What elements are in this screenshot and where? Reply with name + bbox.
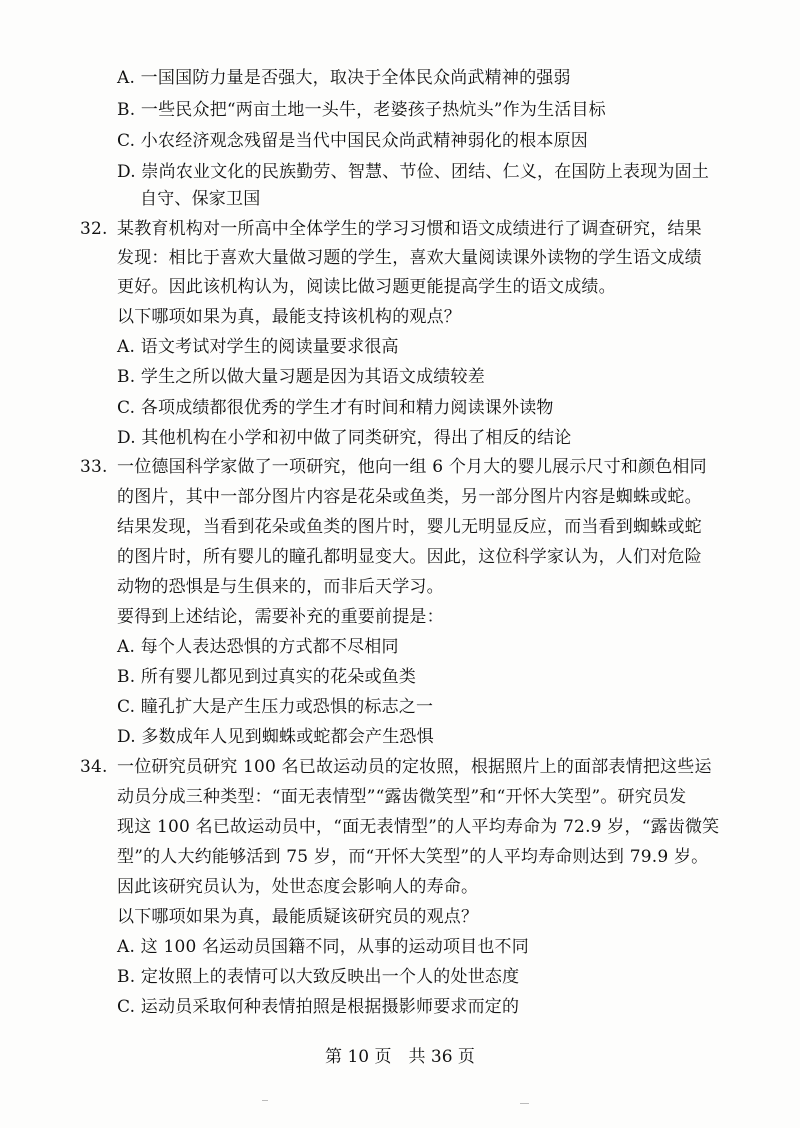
- q33-stem-line: 动物的恐惧是与生俱来的，而非后天学习。: [117, 577, 444, 597]
- q32-stem-line: 发现：相比于喜欢大量做习题的学生，喜欢大量阅读课外读物的学生语文成绩: [117, 248, 702, 268]
- q33-option-d: D. 多数成年人见到蜘蛛或蛇都会产生恐惧: [117, 727, 434, 747]
- q33-question-prompt: 要得到上述结论，需要补充的重要前提是：: [117, 607, 444, 627]
- q34-stem-line: 因此该研究员认为，处世态度会影响人的寿命。: [117, 877, 479, 897]
- scan-speck: [520, 1103, 529, 1104]
- q32-option-c: C. 各项成绩都很优秀的学生才有时间和精力阅读课外读物: [117, 398, 554, 418]
- scan-speck: [262, 1100, 268, 1101]
- q32-question-prompt: 以下哪项如果为真，最能支持该机构的观点？: [117, 307, 461, 327]
- q31-option-d: D. 崇尚农业文化的民族勤劳、智慧、节俭、团结、仁义，在国防上表现为固土: [117, 162, 710, 182]
- q34-option-b: B. 定妆照上的表情可以大致反映出一个人的处世态度: [117, 967, 520, 987]
- q34-option-c: C. 运动员采取何种表情拍照是根据摄影师要求而定的: [117, 997, 520, 1017]
- q31-option-d-continued: 自守、保家卫国: [140, 189, 261, 209]
- q34-number: 34.: [80, 757, 108, 777]
- q33-option-b: B. 所有婴儿都见到过真实的花朵或鱼类: [117, 667, 417, 687]
- q31-option-b: B. 一些民众把“两亩土地一头牛，老婆孩子热炕头”作为生活目标: [117, 100, 606, 120]
- q32-number: 32.: [80, 219, 108, 239]
- q34-stem-line: 动员分成三种类型：“面无表情型”“露齿微笑型”和“开怀大笑型”。研究员发: [117, 787, 687, 807]
- q32-option-a: A. 语文考试对学生的阅读量要求很高: [117, 337, 399, 357]
- q33-option-a: A. 每个人表达恐惧的方式都不尽相同: [117, 637, 399, 657]
- q33-stem-line: 的图片，其中一部分图片内容是花朵或鱼类，另一部分图片内容是蜘蛛或蛇。: [117, 487, 702, 507]
- page-number-footer: 第 10 页 共 36 页: [325, 1047, 475, 1067]
- q34-stem-line: 型”的人大约能够活到 75 岁，而“开怀大笑型”的人平均寿命则达到 79.9 岁。: [117, 847, 709, 867]
- q31-option-c: C. 小农经济观念残留是当代中国民众尚武精神弱化的根本原因: [117, 131, 589, 151]
- q31-option-a: A. 一国国防力量是否强大，取决于全体民众尚武精神的强弱: [117, 68, 571, 88]
- q32-option-d: D. 其他机构在小学和初中做了同类研究，得出了相反的结论: [117, 428, 572, 448]
- q32-option-b: B. 学生之所以做大量习题是因为其语文成绩较差: [117, 367, 485, 387]
- q33-stem-line: 结果发现，当看到花朵或鱼类的图片时，婴儿无明显反应，而当看到蜘蛛或蛇: [117, 517, 702, 537]
- q34-option-a: A. 这 100 名运动员国籍不同，从事的运动项目也不同: [117, 937, 529, 957]
- q33-stem-line: 的图片时，所有婴儿的瞳孔都明显变大。因此，这位科学家认为，人们对危险: [117, 547, 702, 567]
- q34-stem-line: 一位研究员研究 100 名已故运动员的定妆照，根据照片上的面部表情把这些运: [117, 757, 712, 777]
- q34-stem-line: 现这 100 名已故运动员中，“面无表情型”的人平均寿命为 72.9 岁，“露齿微笑: [117, 817, 720, 837]
- q33-number: 33.: [80, 457, 108, 477]
- q34-question-prompt: 以下哪项如果为真，最能质疑该研究员的观点？: [117, 907, 479, 927]
- q33-stem-line: 一位德国科学家做了一项研究，他向一组 6 个月大的婴儿展示尺寸和颜色相同: [117, 457, 707, 477]
- q32-stem-line: 某教育机构对一所高中全体学生的学习习惯和语文成绩进行了调查研究，结果: [117, 219, 702, 239]
- q33-option-c: C. 瞳孔扩大是产生压力或恐惧的标志之一: [117, 697, 434, 717]
- q32-stem-line: 更好。因此该机构认为，阅读比做习题更能提高学生的语文成绩。: [117, 277, 616, 297]
